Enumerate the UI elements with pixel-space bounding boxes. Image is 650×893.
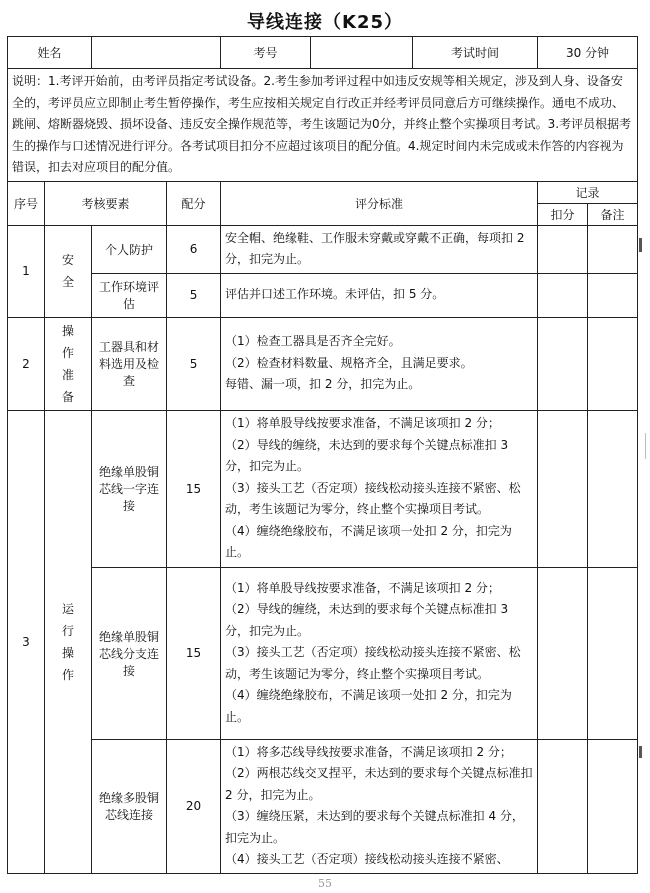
criteria-line: （1）将单股导线按要求准备，不满足该项扣 2 分； [225, 416, 500, 431]
item-score: 15 [167, 410, 221, 567]
exam-scoring-table [7, 36, 638, 874]
item-criteria [221, 739, 538, 873]
item-name: 工器具和材料选用及检查 [92, 317, 167, 410]
section-seq: 1 [8, 225, 45, 317]
remark-cell[interactable] [588, 739, 638, 873]
deduct-cell[interactable] [538, 273, 588, 317]
item-score: 5 [167, 273, 221, 317]
scroll-marker [645, 433, 650, 459]
criteria-line: （1）将单股导线按要求准备，不满足该项扣 2 分； [225, 580, 500, 595]
exam-id-label: 考号 [221, 37, 311, 69]
remark-cell[interactable] [588, 225, 638, 273]
item-score: 5 [167, 317, 221, 410]
item-score: 20 [167, 739, 221, 873]
criteria-line: （4）接头工艺（否定项）接线松动接头连接不紧密、 [225, 852, 509, 866]
section-seq: 2 [8, 317, 45, 410]
name-label: 姓名 [8, 37, 92, 69]
deduct-cell[interactable] [538, 567, 588, 739]
exam-time-label: 考试时间 [413, 37, 538, 69]
page-number: 55 [318, 877, 332, 890]
section-category [45, 410, 92, 873]
name-field[interactable] [92, 37, 221, 69]
item-name: 绝缘单股铜芯线分支连接 [92, 567, 167, 739]
item-name: 个人防护 [92, 225, 167, 273]
section-category [45, 225, 92, 317]
deduct-cell[interactable] [538, 410, 588, 567]
remark-cell[interactable] [588, 567, 638, 739]
item-criteria [221, 410, 538, 567]
criteria-line: 每错、漏一项，扣 2 分，扣完为止。 [225, 377, 421, 392]
criteria-line: （1）将多芯线导线按要求准备，不满足该项扣 2 分； [225, 744, 512, 759]
section-seq: 3 [8, 410, 45, 873]
deduct-cell[interactable] [538, 317, 588, 410]
section-category [45, 317, 92, 410]
criteria-line: （3）接头工艺（否定项）接线松动接头连接不紧密、松动，考生该题记为零分，终止整个实操项目考试。 [225, 645, 521, 681]
section-category-text: 运行操作 [61, 601, 74, 682]
item-score: 15 [167, 567, 221, 739]
column-header-record: 记录 [538, 181, 638, 203]
remark-cell[interactable] [588, 273, 638, 317]
column-header-score: 配分 [167, 181, 221, 225]
criteria-line: （2）检查材料数量、规格齐全，且满足要求。 [225, 355, 473, 370]
criteria-line: （2）导线的缠绕，未达到的要求每个关键点标准扣 3 分，扣完为止。 [225, 437, 509, 474]
criteria-line: （4）缠绕绝缘胶布，不满足该项一处扣 2 分，扣完为止。 [225, 688, 512, 724]
item-criteria [221, 273, 538, 317]
criteria-line: （2）导线的缠绕，未达到的要求每个关键点标准扣 3 分，扣完为止。 [225, 602, 509, 638]
remark-cell[interactable] [588, 410, 638, 567]
criteria-line: 安全帽、绝缘鞋、工作服未穿戴或穿戴不正确，每项扣 2 分，扣完为止。 [225, 230, 525, 266]
deduct-cell[interactable] [538, 225, 588, 273]
item-criteria [221, 225, 538, 273]
item-criteria [221, 317, 538, 410]
edit-mark [639, 746, 642, 758]
instructions-text: 说明：1.考评开始前，由考评员指定考试设备。2.考生参加考评过程中如违反安规等相关规定，涉及到人身、设备安全的，考评员应立即制止考生暂停操作，考生应按相关规定自行改正并经考评员同意后方可继续操作。通电不成功、跳闸、熔断器烧毁、损坏设备、违反安全操作规范等，考生该题记为0分，并终止整个实操项目考试。3.考评员根据考生的操作与口述情况进行评分。各考试项目扣分不应超过该项目的配分值。4.规定时间内未完成或未作答的内容视为错误，扣去对应项目的配分值。 [8, 69, 638, 182]
edit-mark [639, 238, 642, 252]
document-title: 导线连接（K25） [247, 12, 403, 33]
item-name: 工作环境评估 [92, 273, 167, 317]
column-header-remark: 备注 [588, 203, 638, 225]
criteria-line: （3）缠绕压紧，未达到的要求每个关键点标准扣 4 分，扣完为止。 [225, 809, 524, 845]
item-score: 6 [167, 225, 221, 273]
item-name: 绝缘单股铜芯线一字连接 [92, 410, 167, 567]
criteria-line: （4）缠绕绝缘胶布，不满足该项一处扣 2 分，扣完为止。 [225, 523, 512, 560]
criteria-line: （1）检查工器具是否齐全完好。 [225, 334, 401, 349]
remark-cell[interactable] [588, 317, 638, 410]
item-criteria [221, 567, 538, 739]
exam-time-value: 30 分钟 [538, 37, 638, 69]
column-header-seq: 序号 [8, 181, 45, 225]
column-header-deduct: 扣分 [538, 203, 588, 225]
column-header-criteria: 评分标准 [221, 181, 538, 225]
exam-id-field[interactable] [311, 37, 413, 69]
deduct-cell[interactable] [538, 739, 588, 873]
criteria-line: （2）两根芯线交叉捏平，未达到的要求每个关键点标准扣 2 分，扣完为止。 [225, 766, 533, 802]
criteria-line: 评估并口述工作环境。未评估，扣 5 分。 [225, 287, 445, 302]
section-category-text: 操作准备 [61, 323, 74, 404]
item-name: 绝缘多股铜芯线连接 [92, 739, 167, 873]
column-header-element: 考核要素 [45, 181, 167, 225]
criteria-line: （3）接头工艺（否定项）接线松动接头连接不紧密、松动，考生该题记为零分，终止整个实操项目考试。 [225, 480, 521, 517]
section-category-text: 安全 [61, 253, 74, 289]
